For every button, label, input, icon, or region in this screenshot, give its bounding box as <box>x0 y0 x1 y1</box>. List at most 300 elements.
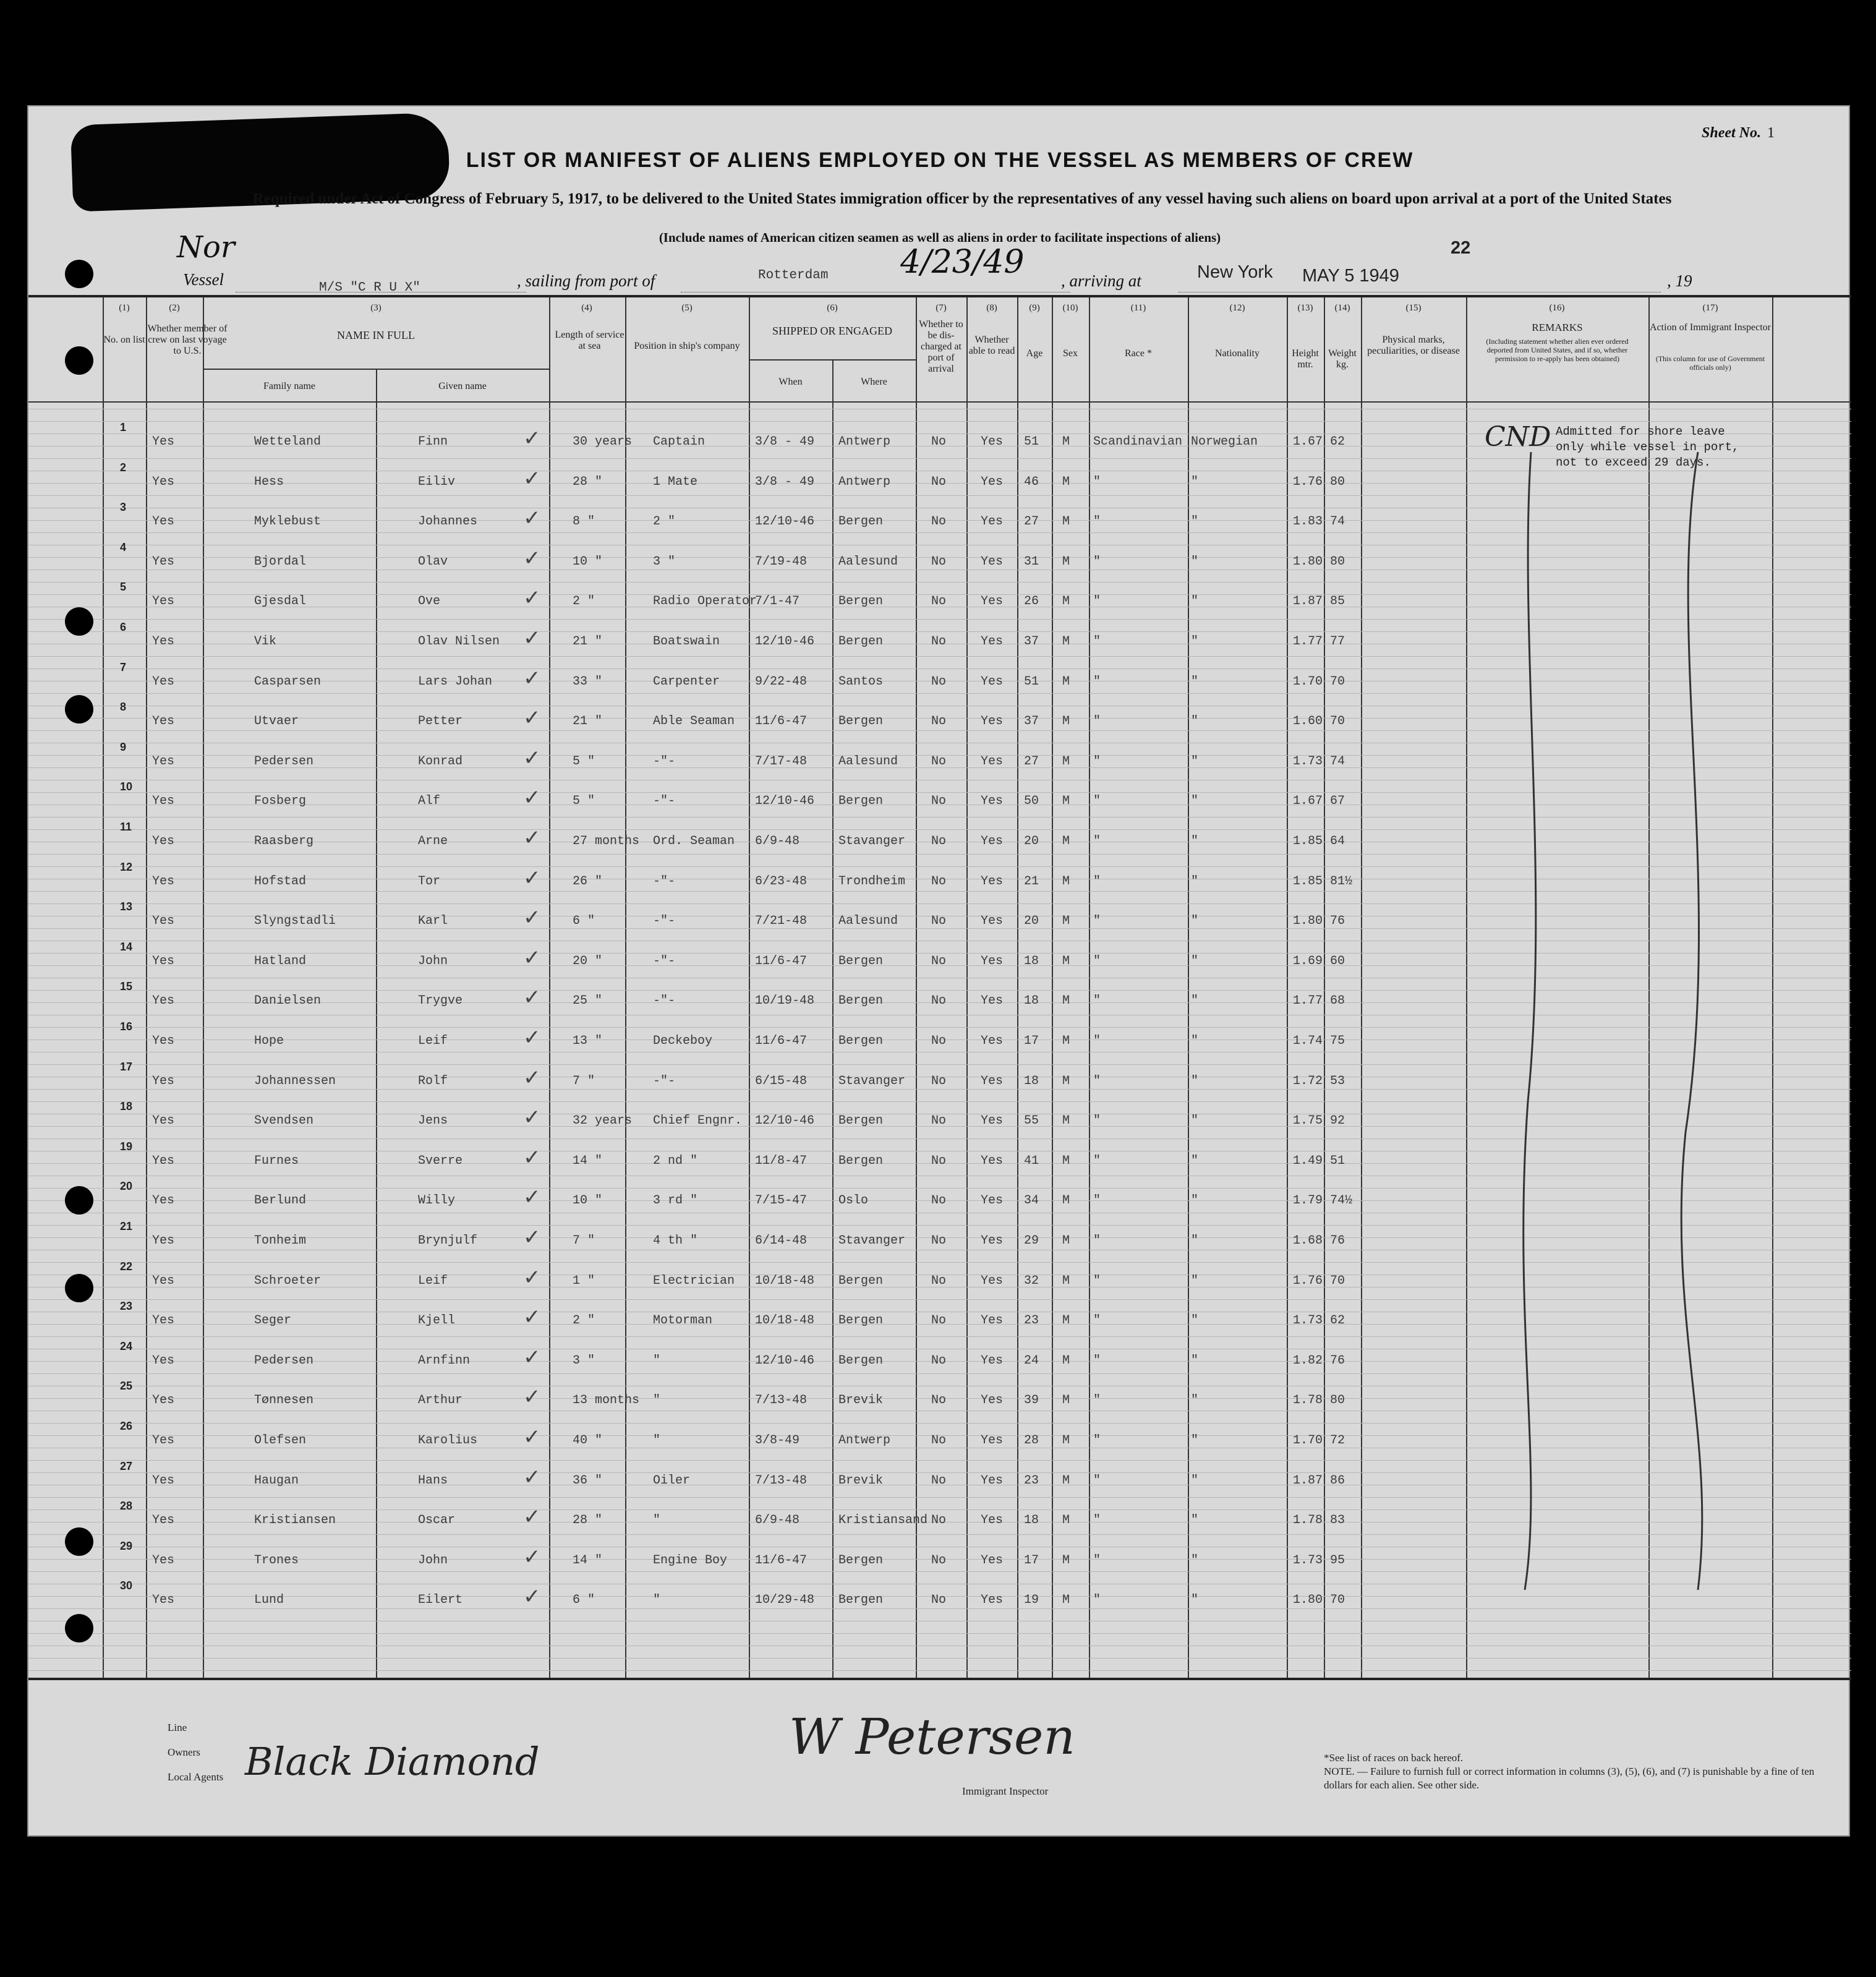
cell-nat: " <box>1191 1393 1199 1408</box>
column-number: (9) <box>1029 303 1040 313</box>
cell-family: Hope <box>254 1034 284 1048</box>
cell-where: Bergen <box>838 1313 884 1328</box>
column-number: (1) <box>119 303 130 313</box>
cell-when: 11/6-47 <box>755 1034 808 1048</box>
fine-note: NOTE. — Failure to furnish full or correct information in columns (3), (5), (6), and (7) is punishable by a fine of ten dollars for each alien. See other side. <box>1324 1766 1815 1791</box>
cell-where: Brevik <box>838 1473 884 1488</box>
cell-position: Able Seaman <box>653 714 735 729</box>
cell-when: 11/6-47 <box>755 954 808 968</box>
cell-nat: " <box>1191 1234 1199 1248</box>
check-mark-icon: ✓ <box>523 466 541 491</box>
cell-race: " <box>1093 1393 1101 1408</box>
col-header-given-name: Given name <box>438 381 487 391</box>
cell-where: Bergen <box>838 1273 884 1288</box>
cell-prev: Yes <box>152 714 175 729</box>
binder-hole <box>65 1527 93 1556</box>
cell-read: Yes <box>981 435 1004 449</box>
cell-disch: No <box>931 1193 947 1208</box>
cell-disch: No <box>931 1513 947 1528</box>
cell-read: Yes <box>981 834 1004 848</box>
cell-weight: 72 <box>1330 1433 1345 1448</box>
cell-weight: 70 <box>1330 714 1345 729</box>
cell-height: 1.73 <box>1293 1553 1323 1568</box>
cell-when: 12/10-46 <box>755 515 815 529</box>
cell-prev: Yes <box>152 1473 175 1488</box>
col-header-shipped: SHIPPED OR ENGAGED <box>772 325 892 337</box>
cell-sex: M <box>1062 674 1070 689</box>
row-number: 15 <box>120 980 133 993</box>
cell-family: Vik <box>254 634 277 649</box>
cell-disch: No <box>931 794 947 809</box>
check-mark-icon: ✓ <box>523 1225 541 1250</box>
cell-prev: Yes <box>152 794 175 809</box>
cell-age: 32 <box>1024 1273 1039 1288</box>
cell-service: 3 " <box>573 1353 595 1368</box>
cell-disch: No <box>931 1313 947 1328</box>
cell-read: Yes <box>981 515 1004 529</box>
cell-family: Trones <box>254 1553 299 1568</box>
cell-service: 13 " <box>573 1034 603 1048</box>
check-mark-icon: ✓ <box>523 665 541 691</box>
cell-position: 4 th " <box>653 1234 698 1248</box>
check-mark-icon: ✓ <box>523 1385 541 1410</box>
cell-disch: No <box>931 754 947 769</box>
check-mark-icon: ✓ <box>523 586 541 611</box>
row-number: 22 <box>120 1260 133 1273</box>
col-header-inspector-note: (This column for use of Government officials only) <box>1655 354 1765 372</box>
cell-height: 1.76 <box>1293 474 1323 489</box>
cell-age: 19 <box>1024 1593 1039 1608</box>
sailing-port: Rotterdam <box>758 268 829 283</box>
cell-given: Kjell <box>418 1313 456 1328</box>
check-mark-icon: ✓ <box>523 1105 541 1130</box>
cell-weight: 68 <box>1330 994 1345 1009</box>
cell-disch: No <box>931 1074 947 1088</box>
column-number: (10) <box>1062 303 1078 313</box>
cell-race: " <box>1093 674 1101 689</box>
cell-where: Stavanger <box>838 834 906 848</box>
cell-weight: 70 <box>1330 1273 1345 1288</box>
cell-nat: Norwegian <box>1191 435 1258 449</box>
cell-height: 1.85 <box>1293 834 1323 848</box>
cell-age: 29 <box>1024 1234 1039 1248</box>
cell-service: 14 " <box>573 1553 603 1568</box>
cell-where: Bergen <box>838 994 884 1009</box>
cell-prev: Yes <box>152 554 175 569</box>
cell-read: Yes <box>981 1153 1004 1168</box>
cell-position: Engine Boy <box>653 1553 728 1568</box>
check-mark-icon: ✓ <box>523 745 541 771</box>
cell-nat: " <box>1191 1473 1199 1488</box>
cell-when: 6/9-48 <box>755 834 800 848</box>
cell-prev: Yes <box>152 594 175 609</box>
cell-prev: Yes <box>152 1273 175 1288</box>
col-header-weight: Weight kg. <box>1328 348 1357 370</box>
cell-height: 1.68 <box>1293 1234 1323 1248</box>
cell-given: Eilert <box>418 1593 463 1608</box>
cell-disch: No <box>931 594 947 609</box>
cell-given: Arne <box>418 834 448 848</box>
cell-race: " <box>1093 874 1101 889</box>
cell-read: Yes <box>981 1353 1004 1368</box>
cell-position: " <box>653 1513 661 1528</box>
cell-disch: No <box>931 994 947 1009</box>
cell-sex: M <box>1062 1074 1070 1088</box>
cell-service: 30 years <box>573 435 633 449</box>
cell-sex: M <box>1062 1273 1070 1288</box>
cell-age: 27 <box>1024 754 1039 769</box>
cell-where: Bergen <box>838 954 884 968</box>
cell-where: Bergen <box>838 1153 884 1168</box>
row-number: 2 <box>120 461 127 474</box>
cell-given: Oscar <box>418 1513 456 1528</box>
cell-age: 37 <box>1024 634 1039 649</box>
col-header-service: Length of service at sea <box>555 330 625 351</box>
cell-family: Svendsen <box>254 1114 314 1129</box>
cell-nat: " <box>1191 1593 1199 1608</box>
column-number: (5) <box>681 303 693 313</box>
cell-position: -"- <box>653 914 676 929</box>
cell-weight: 92 <box>1330 1114 1345 1129</box>
cell-service: 2 " <box>573 1313 595 1328</box>
cell-given: Olav <box>418 554 448 569</box>
row-number: 16 <box>120 1020 133 1033</box>
cell-disch: No <box>931 914 947 929</box>
cell-nat: " <box>1191 1433 1199 1448</box>
cell-position: Carpenter <box>653 674 720 689</box>
col-header-previous: Whether member of crew on last voyage to U.S. <box>147 323 228 356</box>
cell-sex: M <box>1062 954 1070 968</box>
column-number: (3) <box>370 303 382 313</box>
cell-position: " <box>653 1393 661 1408</box>
column-number: (2) <box>169 303 180 313</box>
cell-disch: No <box>931 834 947 848</box>
cell-given: Brynjulf <box>418 1234 478 1248</box>
cell-given: Eiliv <box>418 474 456 489</box>
cell-prev: Yes <box>152 1593 175 1608</box>
cell-service: 32 years <box>573 1114 633 1129</box>
manifest-sheet <box>27 105 1850 1837</box>
check-mark-icon: ✓ <box>523 1265 541 1290</box>
cell-disch: No <box>931 1153 947 1168</box>
cell-given: Olav Nilsen <box>418 634 500 649</box>
cell-race: " <box>1093 1473 1101 1488</box>
cell-family: Hess <box>254 474 284 489</box>
cell-age: 55 <box>1024 1114 1039 1129</box>
cell-read: Yes <box>981 1234 1004 1248</box>
number-mark: 22 <box>1451 238 1471 258</box>
column-number: (13) <box>1297 303 1313 313</box>
cell-when: 12/10-46 <box>755 634 815 649</box>
cell-prev: Yes <box>152 1393 175 1408</box>
cell-race: " <box>1093 1273 1101 1288</box>
cell-prev: Yes <box>152 1193 175 1208</box>
cell-family: Wetteland <box>254 435 322 449</box>
row-number: 20 <box>120 1180 133 1193</box>
nationality-mark: Nor <box>177 230 235 265</box>
cell-disch: No <box>931 1273 947 1288</box>
column-number: (14) <box>1334 303 1350 313</box>
cell-height: 1.77 <box>1293 634 1323 649</box>
cell-nat: " <box>1191 914 1199 929</box>
cell-when: 7/13-48 <box>755 1473 808 1488</box>
column-number: (17) <box>1702 303 1718 313</box>
cell-family: Haugan <box>254 1473 299 1488</box>
cell-height: 1.73 <box>1293 754 1323 769</box>
cell-family: Kristiansen <box>254 1513 336 1528</box>
cell-height: 1.60 <box>1293 714 1323 729</box>
cell-service: 2 " <box>573 594 595 609</box>
cell-race: " <box>1093 754 1101 769</box>
cell-sex: M <box>1062 515 1070 529</box>
cell-weight: 74 <box>1330 754 1345 769</box>
cell-when: 7/13-48 <box>755 1393 808 1408</box>
cell-read: Yes <box>981 1313 1004 1328</box>
cell-race: " <box>1093 994 1101 1009</box>
cell-position: Electrician <box>653 1273 735 1288</box>
cell-position: 3 rd " <box>653 1193 698 1208</box>
cell-race: " <box>1093 794 1101 809</box>
cell-disch: No <box>931 1234 947 1248</box>
cell-position: " <box>653 1593 661 1608</box>
cell-weight: 70 <box>1330 674 1345 689</box>
check-mark-icon: ✓ <box>523 1065 541 1090</box>
cell-age: 21 <box>1024 874 1039 889</box>
cell-race: " <box>1093 1433 1101 1448</box>
cell-where: Bergen <box>838 1034 884 1048</box>
cell-race: " <box>1093 1034 1101 1048</box>
cell-where: Santos <box>838 674 884 689</box>
check-mark-icon: ✓ <box>523 626 541 651</box>
cell-when: 12/10-46 <box>755 1353 815 1368</box>
cell-height: 1.49 <box>1293 1153 1323 1168</box>
cell-family: Slyngstadli <box>254 914 336 929</box>
cell-service: 10 " <box>573 1193 603 1208</box>
row-number: 17 <box>120 1060 133 1073</box>
cell-given: Willy <box>418 1193 456 1208</box>
cell-family: Johannessen <box>254 1074 336 1088</box>
cell-nat: " <box>1191 1273 1199 1288</box>
cell-nat: " <box>1191 1313 1199 1328</box>
cell-given: Petter <box>418 714 463 729</box>
cell-read: Yes <box>981 754 1004 769</box>
cell-prev: Yes <box>152 1513 175 1528</box>
cell-height: 1.77 <box>1293 994 1323 1009</box>
cell-family: Schroeter <box>254 1273 322 1288</box>
cell-sex: M <box>1062 474 1070 489</box>
cell-family: Berlund <box>254 1193 307 1208</box>
cell-height: 1.87 <box>1293 1473 1323 1488</box>
cell-sex: M <box>1062 714 1070 729</box>
cell-where: Antwerp <box>838 474 891 489</box>
cell-position: Chief Engnr. <box>653 1114 743 1129</box>
cell-position: 2 " <box>653 515 676 529</box>
cell-disch: No <box>931 634 947 649</box>
cell-service: 13 months <box>573 1393 640 1408</box>
check-mark-icon: ✓ <box>523 826 541 850</box>
cell-height: 1.70 <box>1293 674 1323 689</box>
cell-nat: " <box>1191 594 1199 609</box>
cell-given: Arnfinn <box>418 1353 471 1368</box>
col-header-remarks: REMARKS <box>1532 322 1583 333</box>
cell-where: Stavanger <box>838 1074 906 1088</box>
cell-disch: No <box>931 515 947 529</box>
cell-position: Captain <box>653 435 706 449</box>
cell-age: 20 <box>1024 914 1039 929</box>
check-mark-icon: ✓ <box>523 1185 541 1210</box>
cell-height: 1.82 <box>1293 1353 1323 1368</box>
cell-when: 9/22-48 <box>755 674 808 689</box>
cell-read: Yes <box>981 714 1004 729</box>
cell-sex: M <box>1062 554 1070 569</box>
column-number: (7) <box>936 303 947 313</box>
cell-sex: M <box>1062 794 1070 809</box>
cell-read: Yes <box>981 1034 1004 1048</box>
cell-nat: " <box>1191 754 1199 769</box>
cell-disch: No <box>931 474 947 489</box>
column-number: (11) <box>1130 303 1146 313</box>
row-number: 9 <box>120 740 127 753</box>
cell-prev: Yes <box>152 954 175 968</box>
binder-hole <box>65 607 93 636</box>
col-header-age: Age <box>1026 348 1043 359</box>
cell-age: 51 <box>1024 674 1039 689</box>
cell-sex: M <box>1062 1393 1070 1408</box>
binder-hole <box>65 1186 93 1215</box>
col-header-inspector: Action of Immigrant Inspector <box>1650 322 1771 333</box>
cell-nat: " <box>1191 714 1199 729</box>
col-header-physical: Physical marks, peculiarities, or disease <box>1367 335 1460 356</box>
cell-family: Myklebust <box>254 515 322 529</box>
cell-where: Stavanger <box>838 1234 906 1248</box>
cell-family: Gjesdal <box>254 594 307 609</box>
cell-service: 7 " <box>573 1074 595 1088</box>
cell-nat: " <box>1191 1193 1199 1208</box>
col-header-discharged: Whether to be dis-charged at port of arrival <box>919 319 963 374</box>
cell-age: 23 <box>1024 1473 1039 1488</box>
check-mark-icon: ✓ <box>523 945 541 970</box>
row-number: 25 <box>120 1380 133 1393</box>
cell-prev: Yes <box>152 674 175 689</box>
row-number: 11 <box>120 821 132 833</box>
binder-hole <box>65 260 93 288</box>
cell-position: -"- <box>653 874 676 889</box>
check-mark-icon: ✓ <box>523 1025 541 1050</box>
cell-position: 2 nd " <box>653 1153 698 1168</box>
cell-prev: Yes <box>152 834 175 848</box>
col-header-race: Race * <box>1125 348 1152 359</box>
cell-family: Olefsen <box>254 1433 307 1448</box>
col-header-no: No. on list <box>103 335 145 345</box>
cell-given: Leif <box>418 1273 448 1288</box>
cell-race: " <box>1093 634 1101 649</box>
local-agents-label: Local Agents <box>168 1771 224 1783</box>
cell-given: Finn <box>418 435 448 449</box>
vessel-name: M/S "C R U X" <box>319 281 420 295</box>
cell-nat: " <box>1191 874 1199 889</box>
cell-race: " <box>1093 474 1101 489</box>
cell-age: 26 <box>1024 594 1039 609</box>
cell-age: 23 <box>1024 1313 1039 1328</box>
cell-family: Tønnesen <box>254 1393 314 1408</box>
cell-given: Lars Johan <box>418 674 493 689</box>
sheet-number <box>1702 125 1775 142</box>
cell-read: Yes <box>981 1593 1004 1608</box>
row-number: 3 <box>120 501 127 514</box>
cell-family: Utvaer <box>254 714 299 729</box>
cell-nat: " <box>1191 515 1199 529</box>
cell-when: 11/6-47 <box>755 1553 808 1568</box>
cell-service: 25 " <box>573 994 603 1009</box>
col-header-position: Position in ship's company <box>634 341 740 351</box>
cell-sex: M <box>1062 1034 1070 1048</box>
cell-prev: Yes <box>152 515 175 529</box>
row-number: 7 <box>120 660 127 673</box>
cell-prev: Yes <box>152 1313 175 1328</box>
cell-given: Konrad <box>418 754 463 769</box>
cell-prev: Yes <box>152 754 175 769</box>
cell-height: 1.73 <box>1293 1313 1323 1328</box>
document-note: (Include names of American citizen seamen as well as aliens in order to facilitate inspections of aliens) <box>659 230 1221 245</box>
cell-family: Danielsen <box>254 994 322 1009</box>
cell-age: 27 <box>1024 515 1039 529</box>
check-mark-icon: ✓ <box>523 545 541 571</box>
cell-disch: No <box>931 714 947 729</box>
row-number: 14 <box>120 940 133 953</box>
cell-sex: M <box>1062 594 1070 609</box>
row-number: 5 <box>120 581 127 594</box>
cell-family: Fosberg <box>254 794 307 809</box>
row-number: 29 <box>120 1539 133 1552</box>
row-number: 13 <box>120 900 133 913</box>
cell-sex: M <box>1062 1153 1070 1168</box>
cell-family: Hofstad <box>254 874 307 889</box>
cell-prev: Yes <box>152 1074 175 1088</box>
cell-nat: " <box>1191 634 1199 649</box>
cell-race: " <box>1093 1553 1101 1568</box>
row-number: 24 <box>120 1339 133 1352</box>
cell-when: 6/14-48 <box>755 1234 808 1248</box>
remarks-text: Admitted for shore leave only while vessel in port, not to exceed 29 days. <box>1556 425 1739 469</box>
cell-nat: " <box>1191 1513 1199 1528</box>
cell-nat: " <box>1191 674 1199 689</box>
check-mark-icon: ✓ <box>523 1505 541 1530</box>
cell-where: Oslo <box>838 1193 869 1208</box>
cell-race: " <box>1093 714 1101 729</box>
cell-race: " <box>1093 954 1101 968</box>
cell-disch: No <box>931 1553 947 1568</box>
cell-service: 14 " <box>573 1153 603 1168</box>
cell-prev: Yes <box>152 1234 175 1248</box>
cell-disch: No <box>931 1114 947 1129</box>
cell-given: Johannes <box>418 515 478 529</box>
cell-age: 41 <box>1024 1153 1039 1168</box>
cell-sex: M <box>1062 914 1070 929</box>
cell-sex: M <box>1062 834 1070 848</box>
cell-weight: 80 <box>1330 554 1345 569</box>
cell-race: " <box>1093 914 1101 929</box>
cell-weight: 76 <box>1330 1353 1345 1368</box>
cell-read: Yes <box>981 794 1004 809</box>
cell-race: " <box>1093 554 1101 569</box>
cell-position: Boatswain <box>653 634 720 649</box>
cell-weight: 95 <box>1330 1553 1345 1568</box>
cell-read: Yes <box>981 874 1004 889</box>
cell-prev: Yes <box>152 1353 175 1368</box>
cell-height: 1.67 <box>1293 794 1323 809</box>
cell-disch: No <box>931 674 947 689</box>
cell-position: 1 Mate <box>653 474 698 489</box>
